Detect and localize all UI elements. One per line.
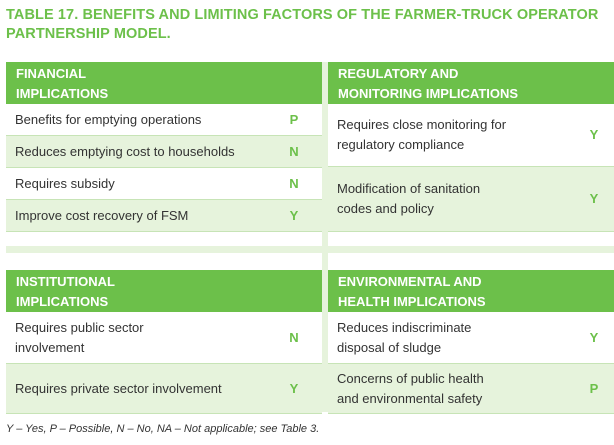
row-value: Y: [289, 207, 299, 223]
row-value: Y: [589, 329, 599, 345]
row-label: Benefits for emptying operations: [15, 111, 202, 127]
heading-line-2: IMPLICATIONS: [16, 294, 109, 309]
section-heading: [328, 270, 614, 312]
row-value: Y: [589, 191, 599, 206]
row-value: P: [589, 380, 599, 396]
row-value: N: [289, 329, 299, 345]
row-label-line-2: and environmental safety: [337, 390, 483, 406]
row-label: Requires subsidy: [15, 175, 115, 191]
row-label-line-1: Requires public sector: [15, 319, 144, 335]
institutional-implications-section: [6, 270, 322, 414]
heading-line-1: FINANCIAL: [16, 66, 87, 81]
table-row: [328, 312, 614, 364]
row-label-line-1: Concerns of public health: [337, 370, 484, 386]
row-value: N: [289, 175, 299, 191]
row-label: [328, 318, 574, 358]
row-label: [328, 115, 574, 155]
heading-line-1: ENVIRONMENTAL AND: [338, 274, 482, 289]
table-row: [328, 167, 614, 232]
row-label: Requires private sector involvement: [15, 380, 222, 396]
row-label-line-2: involvement: [15, 339, 85, 355]
table-row: [328, 364, 614, 414]
row-label: Reduces emptying cost to households: [15, 143, 235, 159]
heading-line-2: HEALTH IMPLICATIONS: [338, 294, 486, 309]
table-row: [6, 364, 322, 414]
row-label-line-1: Modification of sanitation: [337, 181, 481, 196]
row-label-line-2: disposal of sludge: [337, 339, 442, 355]
table-row: [6, 168, 322, 200]
table-title: [6, 6, 606, 44]
table-row: [6, 104, 322, 136]
row-label-line-2: regulatory compliance: [337, 137, 465, 152]
row-value: Y: [589, 127, 599, 142]
section-heading: [6, 62, 322, 104]
row-label-line-1: Requires close monitoring for: [337, 117, 507, 132]
financial-implications-section: [6, 62, 322, 232]
row-value: P: [289, 111, 299, 127]
row-label-line-2: codes and policy: [337, 201, 434, 216]
section-heading: [6, 270, 322, 312]
footnote: Y – Yes, P – Possible, N – No, NA – Not applicable; see Table 3.: [6, 423, 320, 435]
table-row: [6, 312, 322, 364]
environmental-health-section: [328, 270, 614, 414]
heading-line-1: REGULATORY AND: [338, 66, 459, 81]
row-label: [328, 369, 574, 409]
table-row: [328, 104, 614, 167]
row-value: N: [289, 143, 299, 159]
table-title-line-2: PARTNERSHIP MODEL.: [6, 26, 171, 42]
horizontal-separator: [6, 246, 614, 253]
row-value: Y: [289, 380, 299, 396]
section-heading: [328, 62, 614, 104]
row-label: [328, 179, 574, 219]
heading-line-2: MONITORING IMPLICATIONS: [338, 86, 519, 101]
table-row: [6, 200, 322, 232]
row-label-line-1: Reduces indiscriminate: [337, 319, 472, 335]
regulatory-monitoring-section: [328, 62, 614, 232]
table-title-line-1: TABLE 17. BENEFITS AND LIMITING FACTORS OF THE FARMER-TRUCK OPERATOR: [6, 7, 599, 23]
heading-line-1: INSTITUTIONAL: [16, 274, 115, 289]
heading-line-2: IMPLICATIONS: [16, 86, 109, 101]
table-row: [6, 136, 322, 168]
row-label: Improve cost recovery of FSM: [15, 207, 189, 223]
row-label: [6, 318, 266, 358]
